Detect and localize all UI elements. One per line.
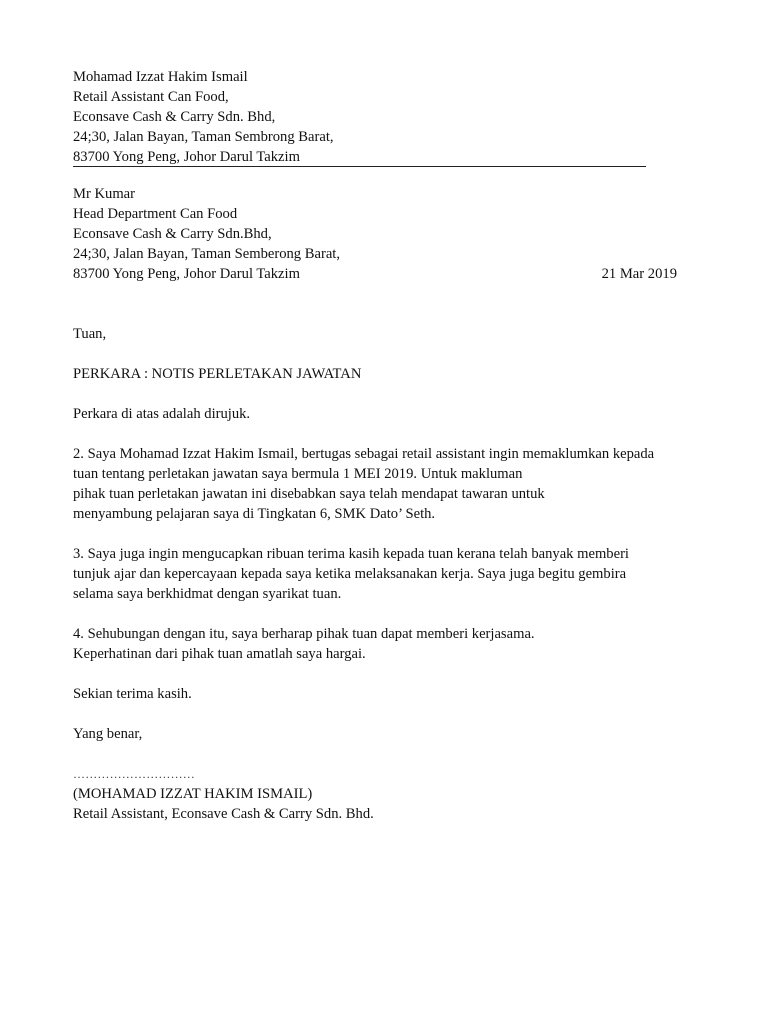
recipient-address-line-1: 24;30, Jalan Bayan, Taman Semberong Barat,: [73, 246, 341, 262]
sender-address-line-2: 83700 Yong Peng, Johor Darul Takzim: [73, 149, 300, 165]
recipient-position: Head Department Can Food: [73, 206, 238, 222]
sender-position: Retail Assistant Can Food,: [73, 89, 229, 105]
sender-company: Econsave Cash & Carry Sdn. Bhd,: [73, 109, 276, 125]
signer-title: Retail Assistant, Econsave Cash & Carry Sdn. Bhd.: [73, 806, 374, 822]
recipient-address-line-2: 83700 Yong Peng, Johor Darul Takzim: [73, 266, 300, 282]
paragraph-line: tunjuk ajar dan kepercayaan kepada saya ketika melaksanakan kerja. Saya juga begitu gembira: [73, 566, 627, 582]
paragraph-2: [73, 444, 693, 524]
letter-page: [73, 67, 693, 824]
paragraph-line: tuan tentang perletakan jawatan saya bermula 1 MEI 2019. Untuk makluman: [73, 466, 523, 482]
paragraph-4: [73, 624, 693, 664]
reference-line: Perkara di atas adalah dirujuk.: [73, 406, 251, 422]
salutation: Tuan,: [73, 326, 107, 342]
sender-address-line-1: 24;30, Jalan Bayan, Taman Sembrong Barat,: [73, 129, 334, 145]
closing-thanks: Sekian terima kasih.: [73, 686, 192, 702]
closing-sincerely: Yang benar,: [73, 726, 143, 742]
paragraph-line: 4. Sehubungan dengan itu, saya berharap pihak tuan dapat memberi kerjasama.: [73, 626, 535, 642]
recipient-block: [73, 184, 693, 284]
signature-line: …………………………: [73, 767, 195, 781]
paragraph-3: [73, 544, 693, 604]
recipient-name: Mr Kumar: [73, 186, 136, 202]
subject-line: PERKARA : NOTIS PERLETAKAN JAWATAN: [73, 366, 362, 382]
sender-name: Mohamad Izzat Hakim Ismail: [73, 69, 248, 85]
paragraph-line: pihak tuan perletakan jawatan ini disebabkan saya telah mendapat tawaran untuk: [73, 486, 545, 502]
paragraph-line: 2. Saya Mohamad Izzat Hakim Ismail, bertugas sebagai retail assistant ingin memaklumkan kepada: [73, 446, 655, 462]
paragraph-line: menyambung pelajaran saya di Tingkatan 6, SMK Dato’ Seth.: [73, 506, 436, 522]
paragraph-line: Keperhatinan dari pihak tuan amatlah saya hargai.: [73, 646, 366, 662]
letter-date: 21 Mar 2019: [601, 266, 677, 282]
sender-block: [73, 67, 693, 167]
recipient-company: Econsave Cash & Carry Sdn.Bhd,: [73, 226, 272, 242]
paragraph-line: 3. Saya juga ingin mengucapkan ribuan terima kasih kepada tuan kerana telah banyak memberi: [73, 546, 629, 562]
recipient-address-date-row: [73, 264, 677, 284]
signer-name: (MOHAMAD IZZAT HAKIM ISMAIL): [73, 786, 313, 802]
paragraph-line: selama saya berkhidmat dengan syarikat tuan.: [73, 586, 342, 602]
